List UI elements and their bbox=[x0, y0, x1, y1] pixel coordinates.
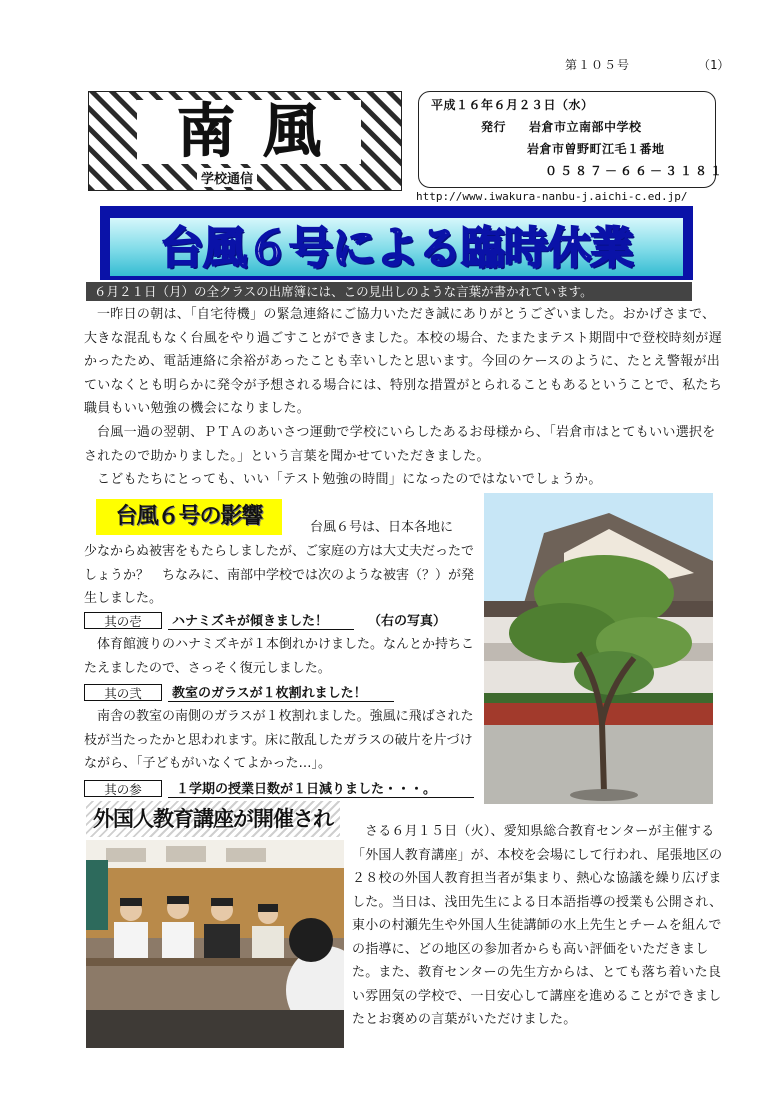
damage-tag-1: 其の壱 bbox=[84, 612, 162, 629]
school-phone: ０５８７－６６－３１８１ bbox=[545, 164, 726, 178]
page-number: （1） bbox=[698, 58, 730, 72]
seminar-photo bbox=[86, 840, 344, 1048]
masthead bbox=[88, 91, 402, 191]
publisher-name: 岩倉市立南部中学校 bbox=[529, 120, 642, 134]
dogwood-tree-image bbox=[484, 493, 713, 804]
damage-tag-2: 其の弐 bbox=[84, 684, 162, 701]
intro-paragraph-1: 一昨日の朝は、「自宅待機」の緊急連絡にご協力いただき誠にありがとうございました。おかげさまで、大きな混乱もなく台風をやり過ごすことができました。本校の場合、たまたまテスト期間中で登校時刻が遅かったため、電話連絡に余裕があったことも幸いしたと思います。今回のケースのように、たとえ警報が出ていなくとも明らかに発令が予想される場合には、特別な措置がとられることもあるということで、私たち職員もいい勉強の機会になりました。 bbox=[84, 307, 723, 416]
damage-heading-3: １学期の授業日数が１日減りました・・・。 bbox=[176, 782, 437, 797]
damage-heading-1-underline bbox=[168, 629, 354, 630]
typhoon-damage-intro: 少なからぬ被害をもたらしましたが、ご家庭の方は大丈夫だったでしょうか？ ちなみに、南部中学校では次のような被害（？）が発生しました。 bbox=[84, 544, 475, 606]
intro-paragraph-3: こどもたちにとっても、いい「テスト勉強の時間」になったのではないでしょうか。 bbox=[97, 472, 602, 487]
dogwood-tree-photo bbox=[484, 493, 713, 804]
masthead-title: 南風 bbox=[176, 97, 349, 165]
issue-number: 第１０５号 bbox=[565, 58, 631, 72]
issue-date: 平成１６年６月２３日（水） bbox=[431, 98, 594, 112]
damage-heading-2: 教室のガラスが１枚割れました！ bbox=[172, 686, 367, 701]
school-address: 岩倉市曽野町江毛１番地 bbox=[527, 142, 665, 156]
damage-heading-3-underline bbox=[168, 797, 474, 798]
typhoon-damage-title: 台風６号の影響 bbox=[96, 499, 282, 535]
damage-tag-3: 其の参 bbox=[84, 780, 162, 797]
damage-heading-2-underline bbox=[168, 701, 394, 702]
damage-heading-1: ハナミズキが傾きました！ bbox=[172, 614, 329, 629]
headline-banner bbox=[100, 206, 693, 280]
school-url[interactable]: http://www.iwakura-nanbu-j.aichi-c.ed.jp/ bbox=[416, 190, 688, 203]
seminar-title: 外国人教育講座が開催され bbox=[86, 801, 340, 837]
typhoon-damage-intro-head: 台風６号は、日本各地に bbox=[310, 520, 454, 535]
masthead-subtitle: 学校通信 bbox=[197, 168, 257, 187]
damage-body-2: 南舎の教室の南側のガラスが１枚割れました。強風に飛ばされた枝が当たったかと思われます。床に散乱したガラスの破片を片づけながら、「子どもがいなくてよかった…」。 bbox=[84, 709, 474, 771]
banner-text: 台風６号による臨時休業 bbox=[160, 223, 633, 274]
publisher-info-box bbox=[418, 91, 726, 188]
intro-paragraph-2: 台風一過の翌朝、ＰＴＡのあいさつ運動で学校にいらしたあるお母様から、「岩倉市はとてもいい選択をされたので助かりました。」という言葉を聞かせていただきました。 bbox=[84, 425, 716, 464]
damage-note-1: （右の写真） bbox=[368, 614, 447, 629]
headline-subline: ６月２１日（月）の全クラスの出席簿には、この見出しのような言葉が書かれています。 bbox=[86, 282, 692, 301]
publisher-label: 発行 bbox=[481, 120, 507, 134]
seminar-body: さる６月１５日（火）、愛知県総合教育センターが主催する「外国人教育講座」が、本校を会場にして行われ、尾張地区の２８校の外国人教育担当者が集まり、熱心な協議を繰り広げました。当日は、浅田先生による日本語指導の授業も公開され、東小の村瀬先生や外国人生徒講師の水上先生とチームを組んでの指導に、どの地区の参加者からも高い評価をいただきました。また、教育センターの先生方からは、とても落ち着いた良い雰囲気の学校で、一日安心して講座を進めることができましたとお褒めの言葉がいただけました。 bbox=[352, 824, 723, 1027]
seminar-image bbox=[86, 840, 344, 1048]
damage-body-1: 体育館渡りのハナミズキが１本倒れかけました。なんとか持ちこたえましたので、さっそく復元しました。 bbox=[84, 637, 475, 676]
